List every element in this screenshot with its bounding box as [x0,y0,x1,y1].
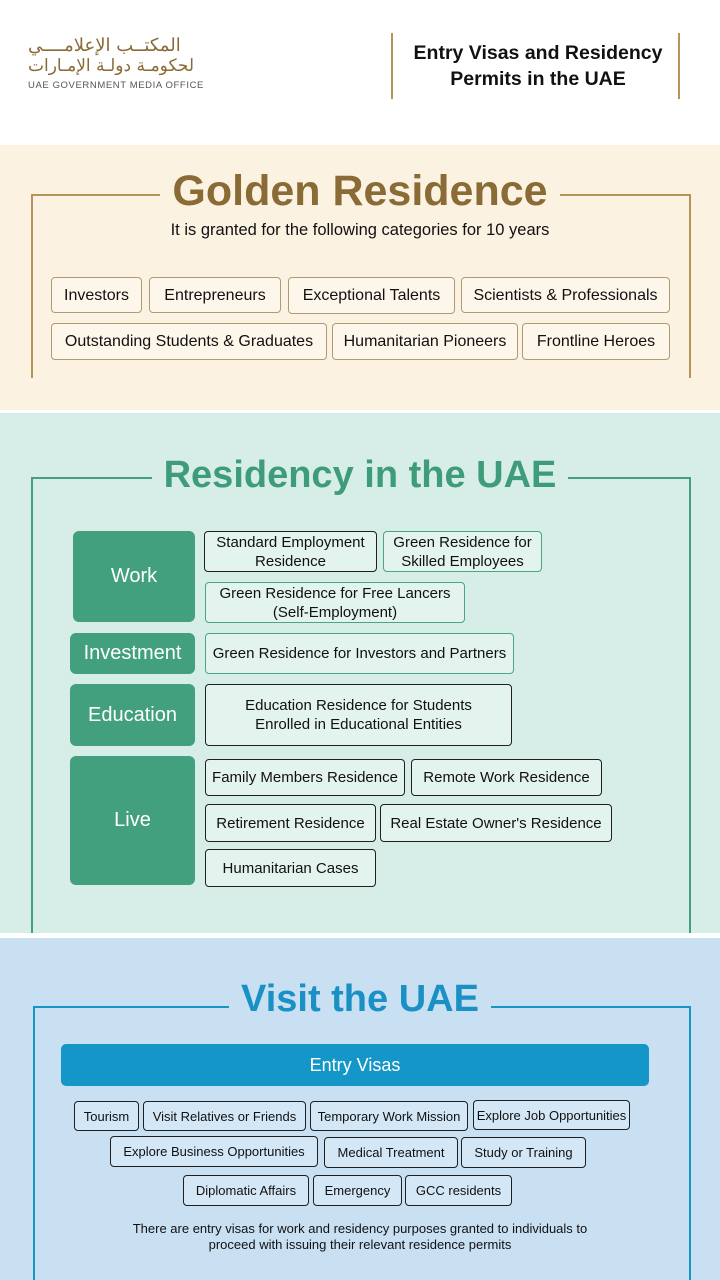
visa-medical-treatment: Medical Treatment [324,1137,458,1168]
visa-emergency: Emergency [313,1175,402,1206]
residency-real-estate-owner: Real Estate Owner's Residence [380,804,612,842]
logo-arabic-line-1: المكتــب الإعلامــــي [28,35,181,56]
entry-visas-note [80,1221,640,1253]
note-line-1: There are entry visas for work and residency purposes granted to individuals to [132,1221,588,1236]
golden-chip-scientists-professionals: Scientists & Professionals [461,277,670,313]
visa-explore-job: Explore Job Opportunities [473,1100,630,1130]
visa-gcc-residents: GCC residents [405,1175,512,1206]
residency-green-free-lancers: Green Residence for Free Lancers (Self-Employment) [205,582,465,623]
visit-title: Visit the UAE [0,978,720,1021]
residency-green-investors-partners: Green Residence for Investors and Partners [205,633,514,674]
residency-standard-employment: Standard Employment Residence [204,531,377,572]
page-title-line-1: Entry Visas and Residency [413,42,663,64]
golden-chip-outstanding-students: Outstanding Students & Graduates [51,323,327,360]
visa-tourism: Tourism [74,1101,139,1131]
residency-green-skilled-employees: Green Residence for Skilled Employees [383,531,542,572]
visa-explore-business: Explore Business Opportunities [110,1136,318,1167]
visa-visit-relatives: Visit Relatives or Friends [143,1101,306,1131]
uae-media-office-logo [28,36,208,91]
residency-section [0,413,720,933]
category-live: Live [70,756,195,885]
visa-temporary-work: Temporary Work Mission [310,1101,468,1131]
logo-english-text: UAE GOVERNMENT MEDIA OFFICE [28,80,204,91]
golden-chip-entrepreneurs: Entrepreneurs [149,277,281,313]
golden-subtitle: It is granted for the following categories for 10 years [170,221,550,239]
residency-humanitarian-cases: Humanitarian Cases [205,849,376,887]
golden-chip-exceptional-talents: Exceptional Talents [288,277,455,314]
visa-diplomatic-affairs: Diplomatic Affairs [183,1175,309,1206]
logo-arabic-line-2: لحكومـة دولـة الإمـارات [28,56,195,76]
golden-chip-investors: Investors [51,277,142,313]
category-education: Education [70,684,195,746]
category-work: Work [73,531,195,622]
visa-study-training: Study or Training [461,1137,586,1168]
entry-visas-bar: Entry Visas [61,1044,649,1086]
note-line-2: proceed with issuing their relevant residence permits [208,1237,512,1252]
header-divider-left [391,33,393,99]
page-title-line-2: Permits in the UAE [450,68,626,90]
golden-residence-section [0,145,720,410]
category-investment: Investment [70,633,195,674]
visit-section [0,938,720,1280]
residency-retirement: Retirement Residence [205,804,376,842]
residency-title: Residency in the UAE [0,454,720,497]
golden-chip-frontline-heroes: Frontline Heroes [522,323,670,360]
page-title [396,40,680,92]
residency-family-members: Family Members Residence [205,759,405,796]
header [0,0,720,145]
residency-remote-work: Remote Work Residence [411,759,602,796]
golden-chip-humanitarian-pioneers: Humanitarian Pioneers [332,323,518,360]
golden-title: Golden Residence [0,167,720,216]
residency-education-students: Education Residence for Students Enrolled in Educational Entities [205,684,512,746]
